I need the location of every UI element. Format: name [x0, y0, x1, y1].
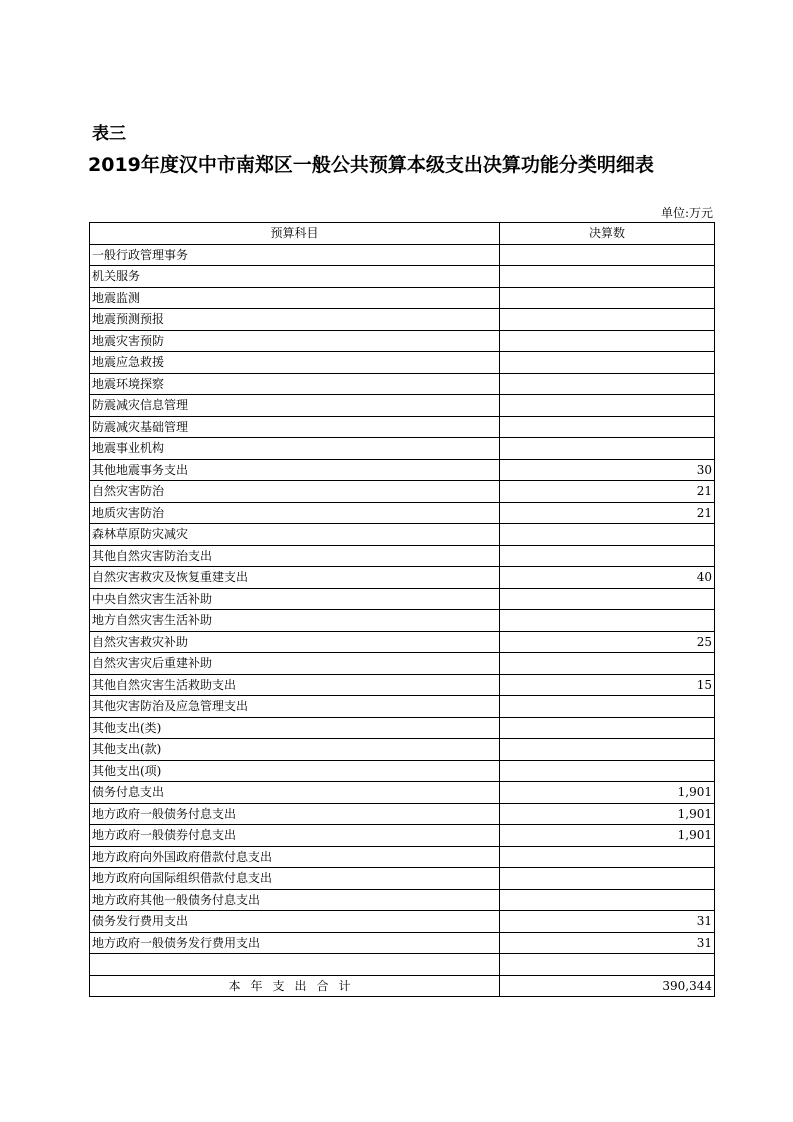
row-subject: 机关服务: [90, 266, 500, 288]
row-subject: 地方自然灾害生活补助: [90, 610, 500, 632]
row-amount: 21: [500, 502, 715, 524]
row-subject: 自然灾害灾后重建补助: [90, 653, 500, 675]
table-row: [90, 739, 715, 761]
table-row: [90, 868, 715, 890]
table-row: [90, 674, 715, 696]
row-subject: 其他地震事务支出: [90, 459, 500, 481]
row-subject: 债务付息支出: [90, 782, 500, 804]
row-subject: 其他自然灾害防治支出: [90, 545, 500, 567]
row-amount: [500, 309, 715, 331]
row-amount: 21: [500, 481, 715, 503]
table-number-label: 表三: [92, 124, 126, 144]
row-subject: 自然灾害防治: [90, 481, 500, 503]
header-subject: 预算科目: [90, 223, 500, 245]
row-amount: [500, 696, 715, 718]
row-amount: [500, 889, 715, 911]
table-row: [90, 244, 715, 266]
row-subject: 地方政府其他一般债务付息支出: [90, 889, 500, 911]
total-row: [90, 975, 715, 997]
row-subject: 地震灾害预防: [90, 330, 500, 352]
budget-table: [89, 222, 715, 997]
row-amount: [500, 373, 715, 395]
total-label: 本年支出合计: [90, 975, 500, 997]
header-amount: 决算数: [500, 223, 715, 245]
row-subject: 地震环境探察: [90, 373, 500, 395]
table-row: [90, 545, 715, 567]
row-amount: [500, 846, 715, 868]
row-subject: 地方政府向外国政府借款付息支出: [90, 846, 500, 868]
row-amount: [500, 266, 715, 288]
table-row: [90, 954, 715, 976]
row-amount: [500, 438, 715, 460]
table-header-row: [90, 223, 715, 245]
row-subject: 地质灾害防治: [90, 502, 500, 524]
unit-label: 单位:万元: [660, 206, 713, 220]
row-amount: 1,901: [500, 803, 715, 825]
table-row: [90, 416, 715, 438]
row-amount: [500, 954, 715, 976]
table-row: [90, 309, 715, 331]
table-row: [90, 653, 715, 675]
table-row: [90, 588, 715, 610]
table-row: [90, 352, 715, 374]
row-subject: 地震事业机构: [90, 438, 500, 460]
table-row: [90, 266, 715, 288]
table-row: [90, 373, 715, 395]
row-subject: 地震监测: [90, 287, 500, 309]
row-amount: [500, 653, 715, 675]
table-row: [90, 782, 715, 804]
row-subject: 地震应急救援: [90, 352, 500, 374]
table-row: [90, 287, 715, 309]
table-row: [90, 524, 715, 546]
row-amount: [500, 395, 715, 417]
table-row: [90, 438, 715, 460]
row-subject: 其他灾害防治及应急管理支出: [90, 696, 500, 718]
table-row: [90, 932, 715, 954]
row-subject: [90, 954, 500, 976]
row-amount: [500, 717, 715, 739]
row-subject: 地方政府一般债务付息支出: [90, 803, 500, 825]
document-title: 2019年度汉中市南郑区一般公共预算本级支出决算功能分类明细表: [88, 154, 654, 176]
row-amount: 40: [500, 567, 715, 589]
row-amount: [500, 739, 715, 761]
total-amount: 390,344: [500, 975, 715, 997]
row-amount: [500, 352, 715, 374]
table-row: [90, 330, 715, 352]
table-row: [90, 395, 715, 417]
row-subject: 自然灾害救灾及恢复重建支出: [90, 567, 500, 589]
table-row: [90, 911, 715, 933]
table-row: [90, 803, 715, 825]
row-subject: 其他支出(项): [90, 760, 500, 782]
row-amount: 1,901: [500, 825, 715, 847]
row-amount: 1,901: [500, 782, 715, 804]
row-subject: 一般行政管理事务: [90, 244, 500, 266]
row-amount: [500, 287, 715, 309]
table-row: [90, 459, 715, 481]
row-subject: 其他支出(类): [90, 717, 500, 739]
table-row: [90, 502, 715, 524]
row-amount: [500, 545, 715, 567]
table-row: [90, 760, 715, 782]
row-amount: [500, 416, 715, 438]
table-row: [90, 610, 715, 632]
row-amount: [500, 330, 715, 352]
row-amount: 25: [500, 631, 715, 653]
row-amount: [500, 588, 715, 610]
table-row: [90, 567, 715, 589]
row-subject: 防震减灾信息管理: [90, 395, 500, 417]
table-row: [90, 696, 715, 718]
row-amount: 31: [500, 932, 715, 954]
row-subject: 森林草原防灾减灾: [90, 524, 500, 546]
row-subject: 其他自然灾害生活救助支出: [90, 674, 500, 696]
row-amount: 15: [500, 674, 715, 696]
row-subject: 债务发行费用支出: [90, 911, 500, 933]
table-row: [90, 889, 715, 911]
table-row: [90, 825, 715, 847]
row-amount: 31: [500, 911, 715, 933]
row-subject: 地方政府一般债券付息支出: [90, 825, 500, 847]
row-amount: 30: [500, 459, 715, 481]
row-subject: 地方政府向国际组织借款付息支出: [90, 868, 500, 890]
row-subject: 自然灾害救灾补助: [90, 631, 500, 653]
row-amount: [500, 760, 715, 782]
table-row: [90, 631, 715, 653]
row-subject: 地震预测预报: [90, 309, 500, 331]
table-row: [90, 846, 715, 868]
row-subject: 地方政府一般债务发行费用支出: [90, 932, 500, 954]
row-subject: 防震减灾基础管理: [90, 416, 500, 438]
row-subject: 其他支出(款): [90, 739, 500, 761]
row-amount: [500, 610, 715, 632]
row-amount: [500, 868, 715, 890]
table-row: [90, 481, 715, 503]
table-row: [90, 717, 715, 739]
row-subject: 中央自然灾害生活补助: [90, 588, 500, 610]
row-amount: [500, 524, 715, 546]
row-amount: [500, 244, 715, 266]
